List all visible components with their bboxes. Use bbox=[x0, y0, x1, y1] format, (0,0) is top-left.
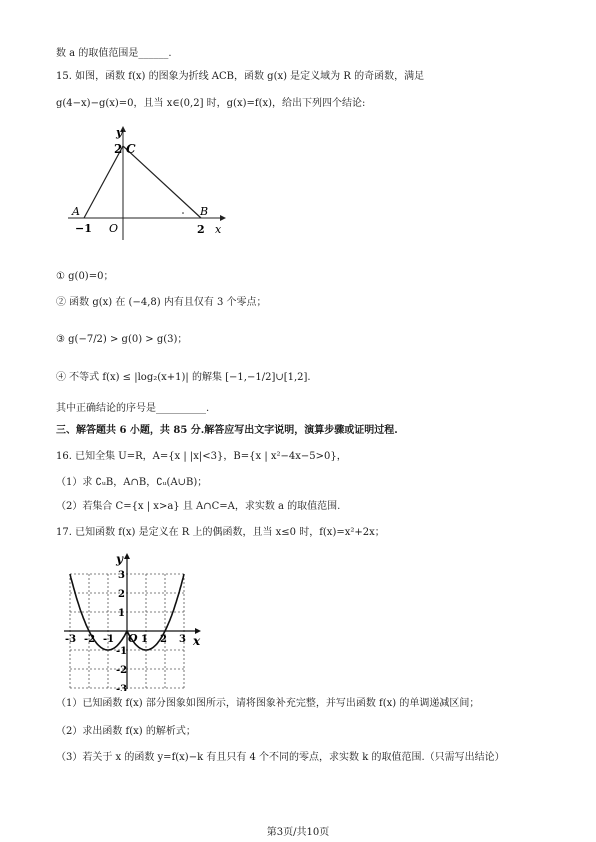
origin-label: O bbox=[128, 632, 138, 645]
figure-q17 bbox=[60, 551, 210, 691]
q15-conclusion-3: ③ g(−7/2) > g(0) > g(3)； bbox=[56, 334, 188, 345]
y-tick-label: 2 bbox=[118, 589, 125, 600]
fig2-x-label: x bbox=[193, 634, 201, 648]
section-3-heading: 三、解答题共 6 小题，共 85 分.解答应写出文字说明，演算步骤或证明过程. bbox=[56, 425, 398, 436]
q15-conclusion-2: ② 函数 g(x) 在 (−4,8) 内有且仅有 3 个零点； bbox=[56, 297, 267, 308]
q17-stem: 17. 已知函数 f(x) 是定义在 R 上的偶函数，且当 x≤0 时，f(x)=x²+2x； bbox=[56, 527, 385, 538]
x-tick-label: -1 bbox=[103, 634, 115, 645]
q17-part1: （1）已知函数 f(x) 部分图象如图所示，请将图象补充完整，并写出函数 f(x) 的单调递减区间； bbox=[56, 698, 480, 709]
y-axis-arrow bbox=[124, 553, 130, 559]
x-axis-arrow bbox=[220, 215, 226, 221]
x-tick-2: 2 bbox=[197, 223, 205, 236]
q16-stem: 16. 已知全集 U=R，A={x | |x|<3}，B={x | x²−4x−5>0}， bbox=[56, 451, 347, 462]
figure-q15-svg bbox=[60, 122, 230, 242]
fig1-y-label: y bbox=[116, 126, 123, 139]
y-tick-label: 3 bbox=[118, 570, 125, 581]
y-tick-label: -1 bbox=[116, 646, 128, 657]
q15-conclusion-1: ① g(0)=0； bbox=[56, 271, 114, 282]
q17-part2: （2）求出函数 f(x) 的解析式； bbox=[56, 726, 196, 737]
point-B-label: B bbox=[200, 205, 209, 218]
page-footer: 第3页/共10页 bbox=[266, 827, 330, 838]
previous-question-tail: 数 a 的取值范围是______. bbox=[56, 48, 172, 59]
figure-q17-svg bbox=[60, 551, 210, 691]
q15-conclusion-4: ④ 不等式 f(x) ≤ |log₂(x+1)| 的解集 [−1,−1/2]∪[1,2]. bbox=[56, 372, 311, 383]
figure-q15 bbox=[60, 122, 230, 242]
fig2-y-label: y bbox=[116, 552, 123, 566]
y-tick-2: 2 bbox=[114, 142, 123, 156]
point-A-label: A bbox=[72, 205, 80, 218]
x-tick-label: 3 bbox=[179, 634, 186, 645]
point-C-label: C bbox=[126, 142, 136, 156]
fig1-x-label: x bbox=[215, 223, 222, 236]
q15-answer-prompt: 其中正确结论的序号是__________. bbox=[56, 403, 210, 414]
y-tick-label: 1 bbox=[118, 608, 125, 619]
origin-label: O bbox=[109, 222, 119, 235]
y-tick-label: -2 bbox=[116, 665, 128, 676]
q16-part1: （1）求 ∁ᵤB，A∩B，∁ᵤ(A∪B)； bbox=[56, 477, 208, 488]
x-tick-label: 1 bbox=[141, 634, 148, 645]
q16-part2: （2）若集合 C={x | x>a} 且 A∩C=A，求实数 a 的取值范围. bbox=[56, 501, 341, 512]
x-tick-neg1: −1 bbox=[75, 222, 92, 235]
dot-mark bbox=[182, 212, 184, 214]
x-tick-label: 2 bbox=[160, 634, 167, 645]
y-tick-label: -3 bbox=[116, 684, 128, 691]
q15-stem-line2: g(4−x)−g(x)=0，且当 x∈(0,2] 时，g(x)=f(x)，给出下列四个结论: bbox=[56, 98, 366, 109]
q15-stem-line1: 15. 如图，函数 f(x) 的图象为折线 ACB，函数 g(x) 是定义域为 R 的奇函数，满足 bbox=[56, 71, 425, 82]
polyline-ACB bbox=[84, 146, 201, 218]
q17-part3: （3）若关于 x 的函数 y=f(x)−k 有且只有 4 个不同的零点，求实数 k 的取值范围.（只需写出结论） bbox=[56, 752, 505, 763]
x-tick-label: -2 bbox=[84, 634, 96, 645]
x-tick-label: -3 bbox=[65, 634, 77, 645]
